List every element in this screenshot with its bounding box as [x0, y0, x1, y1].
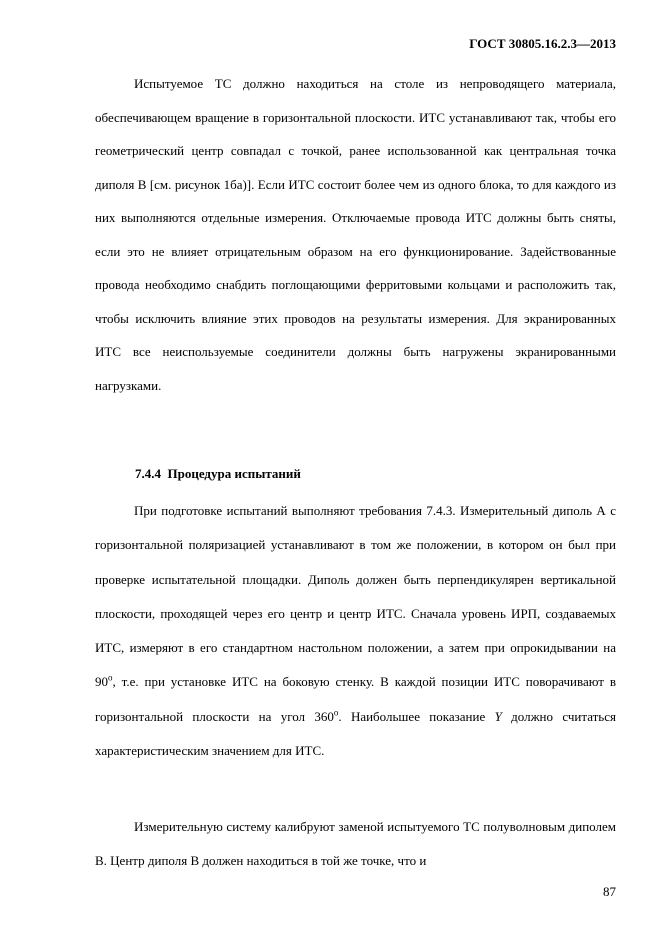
procedure-text-part4: должно считаться характеристическим значением для ИТС.	[95, 708, 616, 759]
reading-symbol: Y	[494, 708, 502, 724]
procedure-text-part3: . Наибольшее показание	[338, 708, 495, 724]
section-title: Процедура испытаний	[167, 466, 301, 481]
degree-mark: о	[108, 673, 113, 684]
standard-header: ГОСТ 30805.16.2.3—2013	[469, 36, 616, 51]
page-number: 87	[603, 884, 616, 899]
section-heading	[135, 466, 301, 482]
procedure-text-part1: При подготовке испытаний выполняют требования 7.4.3. Измерительный диполь А с горизонтальной поляризацией устанавливают в том же положении, в котором он был при проверке испытательной площадки. Диполь должен быть перпендикулярен вертикальной плоскости, проходящей через его центр и центр ИТС. Сначала уровень ИРП, создаваемых ИТС, измеряют в его стандартном настольном положении, а затем при опрокидывании на 90	[95, 503, 616, 690]
section-number: 7.4.4	[135, 466, 161, 481]
paragraph-test-procedure	[95, 494, 616, 768]
paragraph-calibration: Измерительную систему калибруют заменой испытуемого ТС полуволновым диполем В. Центр диполя В должен находиться в той же точке, что и	[95, 819, 616, 868]
degree-mark: о	[333, 707, 339, 718]
procedure-text-part2: , т.е. при установке ИТС на боковую стенку. В каждой позиции ИТС поворачивают в горизонтальной плоскости на угол 360	[95, 674, 616, 724]
paragraph-test-setup: Испытуемое ТС должно находиться на столе из непроводящего материала, обеспечивающем вращение в горизонтальной плоскости. ИТС устанавливают так, чтобы его геометрический центр совпадал с точкой, ранее использованной как центральная точка диполя В [см. рисунок 1ба)]. Если ИТС состоит более чем из одного блока, то для каждого из них выполняются отдельные измерения. Отключаемые провода ИТС должны быть сняты, если это не влияет отрицательным образом на его функционирование. Задействованные провода необходимо снабдить поглощающими ферритовыми кольцами и расположить так, чтобы исключить влияние этих проводов на результаты измерения. Для экранированных ИТС все неиспользуемые соединители должны быть нагружены экранированными нагрузками.	[95, 76, 616, 393]
